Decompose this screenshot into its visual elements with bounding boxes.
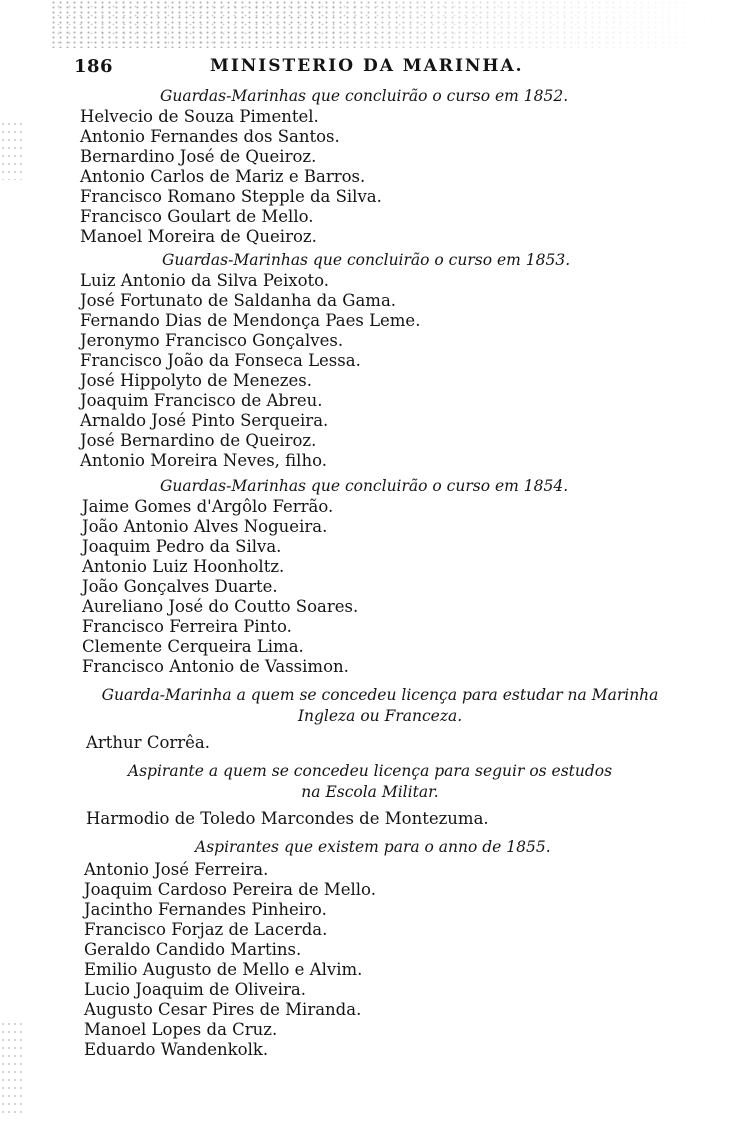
list-item: Luiz Antonio da Silva Peixoto. (80, 271, 330, 290)
list-item: Antonio José Ferreira. (84, 860, 269, 879)
list-item: Augusto Cesar Pires de Miranda. (84, 1000, 362, 1019)
list-item: José Hippolyto de Menezes. (80, 371, 312, 390)
list-item: Bernardino José de Queiroz. (80, 147, 317, 166)
list-item: Aureliano José do Coutto Soares. (82, 597, 359, 616)
list-item: Antonio Luiz Hoonholtz. (82, 557, 285, 576)
list-item: Arnaldo José Pinto Serqueira. (80, 411, 329, 430)
list-item: Harmodio de Toledo Marcondes de Montezuma. (86, 809, 489, 828)
list-item: Jacintho Fernandes Pinheiro. (84, 900, 327, 919)
section-heading: Guardas-Marinhas que concluirão o curso em 1852. (160, 87, 569, 105)
list-item: Fernando Dias de Mendonça Paes Leme. (80, 311, 421, 330)
list-item: Manoel Lopes da Cruz. (84, 1020, 278, 1039)
list-item: Arthur Corrêa. (86, 733, 210, 752)
list-item: Antonio Fernandes dos Santos. (80, 127, 340, 146)
list-item: João Antonio Alves Nogueira. (82, 517, 328, 536)
section-graduates-1854 (0, 476, 736, 677)
page-header (60, 56, 530, 80)
list-item: Joaquim Francisco de Abreu. (80, 391, 323, 410)
list-item: José Bernardino de Queiroz. (80, 431, 317, 450)
list-item: Francisco Ferreira Pinto. (82, 617, 292, 636)
list-item: Francisco Antonio de Vassimon. (82, 657, 349, 676)
name-list (86, 733, 736, 753)
list-item: Francisco João da Fonseca Lessa. (80, 351, 361, 370)
section-licence-navy-study (0, 685, 736, 753)
list-item: Antonio Moreira Neves, filho. (80, 451, 327, 470)
name-list (82, 497, 736, 677)
page-number: 186 (74, 56, 114, 77)
section-licence-military-school (0, 761, 736, 829)
section-heading: Guardas-Marinhas que concluirão o curso em 1853. (162, 251, 571, 269)
section-aspirants-1855 (0, 837, 736, 1060)
list-item: Manoel Moreira de Queiroz. (80, 227, 317, 246)
section-graduates-1853 (0, 250, 736, 471)
list-item: Joaquim Pedro da Silva. (82, 537, 282, 556)
list-item: Francisco Romano Stepple da Silva. (80, 187, 382, 206)
list-item: Emilio Augusto de Mello e Alvim. (84, 960, 363, 979)
scan-noise-top (50, 0, 730, 48)
section-heading: Guarda-Marinha a quem se concedeu licença para estudar na Marinha Ingleza ou Franceza. (101, 686, 659, 725)
name-list (86, 809, 736, 829)
name-list (84, 860, 736, 1060)
running-title: MINISTERIO DA MARINHA. (210, 56, 524, 76)
list-item: Helvecio de Souza Pimentel. (80, 107, 319, 126)
section-heading: Guardas-Marinhas que concluirão o curso em 1854. (160, 477, 569, 495)
name-list (80, 107, 736, 247)
list-item: Geraldo Candido Martins. (84, 940, 302, 959)
list-item: João Gonçalves Duarte. (82, 577, 278, 596)
list-item: Lucio Joaquim de Oliveira. (84, 980, 307, 999)
name-list (80, 271, 736, 471)
list-item: José Fortunato de Saldanha da Gama. (80, 291, 397, 310)
list-item: Jaime Gomes d'Argôlo Ferrão. (82, 497, 334, 516)
section-graduates-1852 (0, 86, 736, 247)
list-item: Francisco Goulart de Mello. (80, 207, 314, 226)
list-item: Clemente Cerqueira Lima. (82, 637, 304, 656)
section-heading: Aspirantes que existem para o anno de 1855. (195, 838, 551, 856)
list-item: Jeronymo Francisco Gonçalves. (80, 331, 344, 350)
list-item: Eduardo Wandenkolk. (84, 1040, 269, 1059)
page-body (0, 86, 736, 1060)
list-item: Antonio Carlos de Mariz e Barros. (80, 167, 366, 186)
section-heading: Aspirante a quem se concedeu licença para seguir os estudos na Escola Militar. (127, 762, 613, 801)
list-item: Francisco Forjaz de Lacerda. (84, 920, 328, 939)
list-item: Joaquim Cardoso Pereira de Mello. (84, 880, 376, 899)
